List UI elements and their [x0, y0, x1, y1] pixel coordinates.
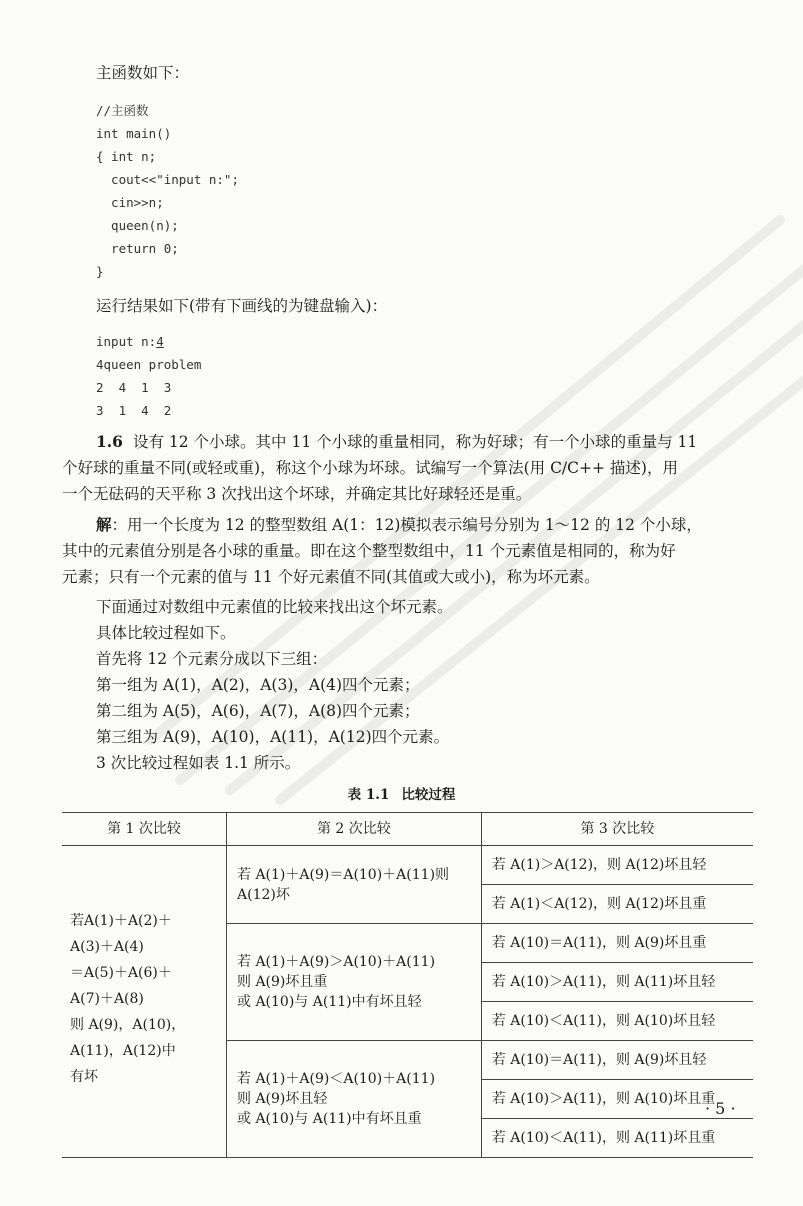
comparison-table [62, 812, 753, 1158]
third-comparison-cell: 若 A(10)＞A(11)，则 A(10)坏且重 [481, 1080, 753, 1119]
body-line: 具体比较过程如下。 [96, 624, 236, 642]
code-line: cout<<"input n:"; [96, 172, 239, 187]
keyboard-input: 4 [156, 334, 164, 349]
body-line: 首先将 12 个元素分成以下三组： [96, 650, 328, 668]
code-line: { int n; [96, 149, 157, 164]
first-comparison-line: 若A(1)＋A(2)＋ [70, 912, 172, 929]
code-line: } [96, 264, 104, 279]
table-caption [0, 786, 803, 804]
output-line: 4queen problem [96, 357, 202, 372]
output-prompt: input n: [96, 334, 157, 349]
first-comparison-line: ＝A(5)＋A(6)＋ [70, 964, 172, 981]
third-comparison-cell: 若 A(1)＜A(12)，则 A(12)坏且重 [481, 885, 753, 924]
second-comparison-cell [227, 1041, 482, 1158]
third-comparison-cell: 若 A(1)＞A(12)，则 A(12)坏且轻 [481, 846, 753, 885]
third-comparison-cell: 若 A(10)＜A(11)，则 A(10)坏且轻 [481, 1002, 753, 1041]
table-header: 第 2 次比较 [227, 813, 482, 846]
body-line: 第二组为 A(5)，A(6)，A(7)，A(8)四个元素； [96, 702, 420, 720]
first-comparison-line: 则 A(9)，A(10)， [70, 1016, 186, 1033]
solution-text: ：用一个长度为 12 的整型数组 A(1：12)模拟表示编号分别为 1～12 的 12 个小球， [111, 516, 702, 534]
third-comparison-cell: 若 A(10)＝A(11)，则 A(9)坏且重 [481, 924, 753, 963]
table-row [62, 846, 753, 885]
solution-line-1 [96, 515, 702, 535]
solution-line-2: 其中的元素值分别是各小球的重量。即在这个整型数组中，11 个元素值是相同的，称为好 [62, 542, 676, 560]
body-line: 3 次比较过程如表 1.1 所示。 [96, 754, 301, 772]
body-line: 第一组为 A(1)，A(2)，A(3)，A(4)四个元素； [96, 676, 420, 694]
second-comparison-cell [227, 924, 482, 1041]
table-title-text: 比较过程 [401, 787, 456, 803]
output-prompt-line [96, 334, 164, 350]
body-line: 第三组为 A(9)，A(10)，A(11)，A(12)四个元素。 [96, 728, 450, 746]
body-line: 下面通过对数组中元素值的比较来找出这个坏元素。 [96, 598, 453, 616]
table-header: 第 3 次比较 [481, 813, 753, 846]
table-header: 第 1 次比较 [62, 813, 227, 846]
code-line: //主函数 [96, 103, 149, 118]
output-line: 3 1 4 2 [96, 403, 172, 418]
second-comparison-line: 或 A(10)与 A(11)中有坏且重 [237, 1111, 422, 1127]
second-comparison-line: 则 A(9)坏且重 [237, 974, 328, 990]
second-comparison-line: 若 A(1)＋A(9)＜A(10)＋A(11) [237, 1071, 436, 1087]
second-comparison-cell [227, 846, 482, 924]
third-comparison-cell: 若 A(10)＞A(11)，则 A(11)坏且轻 [481, 963, 753, 1002]
problem-number: 1.6 [96, 432, 123, 451]
solution-line-3: 元素；只有一个元素的值与 11 个好元素值不同(其值或大或小)，称为坏元素。 [62, 568, 600, 586]
problem-line-1 [96, 432, 697, 452]
problem-text: 设有 12 个小球。其中 11 个小球的重量相同，称为好球；有一个小球的重量与 11 [132, 433, 698, 451]
code-line: int main() [96, 126, 172, 141]
first-comparison-line: A(11)，A(12)中 [70, 1042, 176, 1059]
second-comparison-line: 若 A(1)＋A(9)＝A(10)＋A(11)则 [237, 866, 450, 883]
second-comparison-line: 则 A(9)坏且轻 [237, 1091, 328, 1107]
problem-line-2: 个好球的重量不同(或轻或重)，称这个小球为坏球。试编写一个算法(用 C/C++ 描述)，用 [62, 459, 678, 477]
first-comparison-cell [62, 846, 227, 1158]
result-intro: 运行结果如下(带有下画线的为键盘输入)： [96, 297, 388, 315]
first-comparison-line: A(3)＋A(4) [70, 938, 144, 955]
second-comparison-line: 若 A(1)＋A(9)＞A(10)＋A(11) [237, 954, 436, 970]
table-header-row [62, 813, 753, 846]
problem-line-3: 一个无砝码的天平称 3 次找出这个坏球，并确定其比好球轻还是重。 [62, 485, 532, 503]
third-comparison-cell: 若 A(10)＝A(11)，则 A(9)坏且轻 [481, 1041, 753, 1080]
output-line: 2 4 1 3 [96, 380, 172, 395]
solution-label: 解 [96, 515, 112, 534]
code-line: return 0; [96, 241, 179, 256]
second-comparison-line: A(12)坏 [237, 886, 290, 903]
code-line: cin>>n; [96, 195, 164, 210]
page-number: · 5 · [705, 1099, 736, 1118]
third-comparison-cell: 若 A(10)＜A(11)，则 A(11)坏且重 [481, 1119, 753, 1158]
code-line: queen(n); [96, 218, 179, 233]
main-function-intro: 主函数如下： [96, 64, 190, 82]
first-comparison-line: 有坏 [70, 1068, 98, 1085]
second-comparison-line: 或 A(10)与 A(11)中有坏且轻 [237, 994, 422, 1010]
table-number: 表 1.1 [347, 787, 390, 803]
first-comparison-line: A(7)＋A(8) [70, 990, 144, 1007]
